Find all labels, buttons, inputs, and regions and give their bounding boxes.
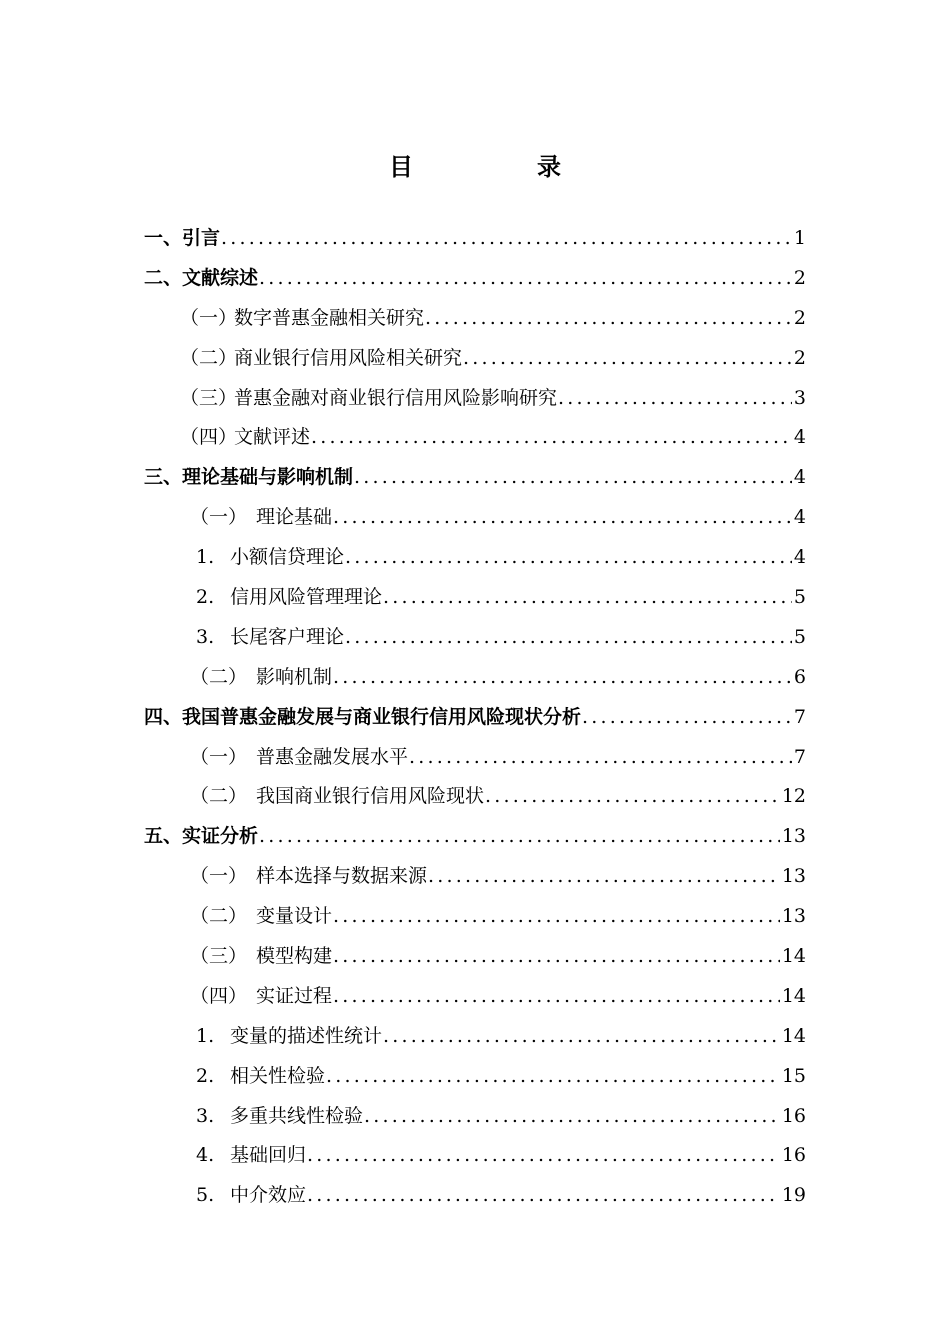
toc-entry-text (196, 1183, 306, 1207)
toc-entry-number: （三） (180, 386, 238, 409)
toc-entry-number: （四） (180, 426, 238, 449)
toc-dot-leader (383, 1024, 780, 1048)
toc-entry-number: 3. (196, 1104, 215, 1127)
toc-page-number: 13 (781, 865, 806, 888)
toc-entry-number: 4. (196, 1144, 215, 1167)
toc-page-number: 4 (793, 426, 806, 449)
toc-entry[interactable] (0, 657, 950, 697)
toc-entry[interactable] (0, 258, 950, 298)
toc-entry[interactable] (0, 1016, 950, 1056)
toc-entry-text (196, 1064, 325, 1088)
toc-dot-leader (307, 1183, 780, 1207)
toc-entry-number: 2. (196, 585, 215, 608)
toc-dot-leader (333, 505, 792, 529)
toc-dot-leader (425, 306, 792, 330)
toc-entry-number: 5. (196, 1184, 215, 1207)
toc-page-number: 13 (781, 905, 806, 928)
toc-dot-leader (558, 386, 792, 410)
toc-page-number: 4 (793, 546, 806, 569)
toc-entry-number: 1. (196, 1024, 215, 1047)
toc-entry-text (190, 984, 332, 1008)
toc-entry-text (180, 386, 557, 410)
toc-dot-leader (311, 425, 792, 449)
toc-entry-number: 3. (196, 625, 215, 648)
toc-list (0, 218, 950, 1215)
toc-page-number: 7 (793, 745, 806, 768)
toc-entry[interactable] (0, 537, 950, 577)
toc-page-number: 6 (793, 665, 806, 688)
toc-entry-text: 一、引言 (144, 226, 221, 249)
toc-page-number: 15 (781, 1064, 806, 1087)
toc-page-number: 1 (793, 226, 806, 249)
toc-entry-label: 商业银行信用风险相关研究 (234, 346, 463, 369)
toc-entry[interactable] (0, 457, 950, 497)
toc-entry-label: 模型构建 (256, 944, 333, 967)
toc-page-number: 12 (781, 785, 806, 808)
toc-entry-number: （二） (190, 905, 248, 928)
toc-entry-text: 二、文献综述 (144, 266, 259, 289)
toc-entry[interactable] (0, 737, 950, 777)
toc-entry-number: （一） (190, 745, 248, 768)
toc-entry-label: 信用风险管理理论 (230, 585, 383, 608)
toc-dot-leader (307, 1143, 780, 1167)
toc-entry-label: 文献评述 (234, 426, 311, 449)
toc-entry-label: 多重共线性检验 (230, 1104, 364, 1127)
toc-dot-leader (333, 984, 780, 1008)
toc-entry[interactable] (0, 976, 950, 1016)
toc-entry-label: 普惠金融对商业银行信用风险影响研究 (234, 386, 558, 409)
toc-entry[interactable] (0, 617, 950, 657)
toc-entry-text (196, 585, 382, 609)
toc-entry[interactable] (0, 1096, 950, 1136)
toc-entry[interactable] (0, 577, 950, 617)
toc-entry[interactable] (0, 776, 950, 816)
toc-entry[interactable] (0, 856, 950, 896)
toc-entry-text (180, 346, 462, 370)
toc-page-number: 7 (793, 705, 806, 728)
toc-entry-label: 变量的描述性统计 (230, 1024, 383, 1047)
toc-dot-leader (364, 1104, 780, 1128)
toc-page-number: 3 (793, 386, 806, 409)
toc-page-number: 2 (793, 306, 806, 329)
toc-entry-text (190, 505, 332, 529)
toc-entry-number: （二） (180, 346, 238, 369)
toc-page-number: 2 (793, 266, 806, 289)
toc-entry[interactable] (0, 338, 950, 378)
toc-entry[interactable] (0, 896, 950, 936)
toc-entry-text: 四、我国普惠金融发展与商业银行信用风险现状分析 (144, 705, 582, 728)
toc-entry[interactable] (0, 697, 950, 737)
toc-dot-leader (326, 1064, 780, 1088)
toc-dot-leader (463, 346, 792, 370)
toc-page-number: 19 (781, 1184, 806, 1207)
toc-entry-number: （二） (190, 785, 248, 808)
toc-entry-number: （二） (190, 665, 248, 688)
toc-dot-leader (354, 465, 792, 489)
toc-page-number: 5 (793, 625, 806, 648)
toc-entry-label: 中介效应 (230, 1184, 307, 1207)
toc-page-number: 4 (793, 466, 806, 489)
toc-entry-text (196, 1024, 382, 1048)
toc-page-number: 5 (793, 585, 806, 608)
toc-entry-number: （一） (190, 865, 248, 888)
toc-entry-number: 1. (196, 546, 215, 569)
toc-page-number: 14 (781, 984, 806, 1007)
toc-dot-leader (485, 784, 780, 808)
toc-dot-leader (345, 625, 792, 649)
toc-dot-leader (333, 665, 792, 689)
toc-page-number: 14 (781, 1024, 806, 1047)
toc-page-number: 16 (781, 1104, 806, 1127)
toc-entry-text: 三、理论基础与影响机制 (144, 466, 354, 489)
toc-page-number: 13 (781, 825, 806, 848)
toc-entry-text (196, 1143, 306, 1167)
toc-entry-label: 理论基础 (256, 506, 333, 529)
toc-entry-text (190, 904, 332, 928)
toc-dot-leader (409, 745, 792, 769)
toc-entry-text: 五、实证分析 (144, 825, 259, 848)
toc-dot-leader (259, 824, 780, 848)
toc-entry-label: 长尾客户理论 (230, 625, 345, 648)
toc-dot-leader (333, 944, 780, 968)
toc-dot-leader (333, 904, 780, 928)
toc-entry[interactable] (0, 816, 950, 856)
toc-entry-label: 数字普惠金融相关研究 (234, 306, 425, 329)
toc-entry-text (190, 745, 408, 769)
toc-entry-label: 小额信贷理论 (230, 546, 345, 569)
toc-entry[interactable] (0, 1056, 950, 1096)
toc-entry[interactable] (0, 1135, 950, 1175)
toc-entry[interactable] (0, 1175, 950, 1215)
toc-entry-number: （一） (190, 506, 248, 529)
toc-entry-label: 影响机制 (256, 665, 333, 688)
toc-entry-label: 实证过程 (256, 984, 333, 1007)
toc-entry[interactable] (0, 378, 950, 418)
toc-dot-leader (383, 585, 792, 609)
toc-entry-text (180, 425, 310, 449)
toc-dot-leader (428, 864, 780, 888)
toc-entry-label: 变量设计 (256, 905, 333, 928)
toc-dot-leader (345, 545, 792, 569)
toc-entry-label: 我国商业银行信用风险现状 (256, 785, 485, 808)
toc-entry-label: 基础回归 (230, 1144, 307, 1167)
toc-page-number: 4 (793, 506, 806, 529)
toc-entry-number: 2. (196, 1064, 215, 1087)
toc-entry[interactable] (0, 497, 950, 537)
toc-entry-text (196, 545, 344, 569)
toc-dot-leader (221, 226, 792, 250)
toc-entry[interactable] (0, 218, 950, 258)
toc-entry-text (190, 944, 332, 968)
toc-entry-text (180, 306, 424, 330)
toc-entry[interactable] (0, 298, 950, 338)
toc-entry-text (196, 1104, 363, 1128)
toc-dot-leader (582, 705, 792, 729)
toc-title: 目 录 (389, 153, 611, 181)
toc-entry-number: （一） (180, 306, 238, 329)
toc-entry-text (190, 784, 484, 808)
toc-page-number: 16 (781, 1144, 806, 1167)
toc-page-number: 2 (793, 346, 806, 369)
toc-dot-leader (259, 266, 792, 290)
toc-entry-text (190, 665, 332, 689)
toc-entry-text (196, 625, 344, 649)
toc-entry-label: 相关性检验 (230, 1064, 326, 1087)
toc-entry[interactable] (0, 417, 950, 457)
toc-entry-number: （三） (190, 944, 248, 967)
toc-entry-label: 样本选择与数据来源 (256, 865, 428, 888)
toc-entry-label: 普惠金融发展水平 (256, 745, 409, 768)
toc-page-number: 14 (781, 944, 806, 967)
toc-entry[interactable] (0, 936, 950, 976)
toc-entry-text (190, 864, 427, 888)
toc-entry-number: （四） (190, 984, 248, 1007)
